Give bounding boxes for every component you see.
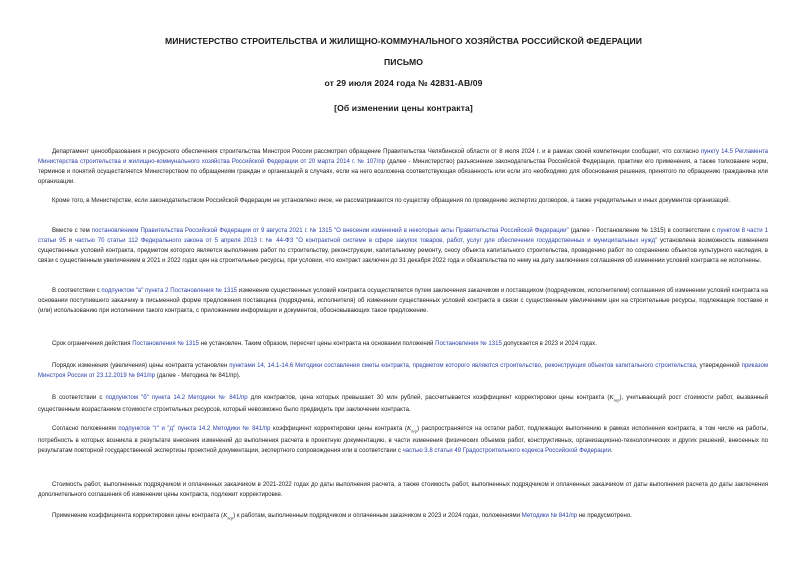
paragraph-3 (38, 226, 768, 266)
paragraph-text: В соответствии с (52, 288, 102, 294)
link-methodology-841pr[interactable]: Методики № 841/пр (521, 513, 578, 519)
document-date-number: от 29 июля 2024 года № 42831-АВ/09 (324, 78, 483, 88)
paragraph-text: Срок ограничения действия (52, 341, 133, 347)
coefficient-symbol: K (609, 394, 614, 401)
paragraph-text: не предусмотрено. (577, 513, 632, 519)
paragraph-text: ) к работам, выполненным подрядчиком и оплаченным заказчиком в 2023 и 2024 годах, положениями (233, 513, 522, 519)
link-article-95[interactable]: пунктом 8 части 1 статьи 95 (38, 228, 769, 244)
paragraph-text: ) распространяется на остатки работ, подлежащих выполнению в рамках исполнения контракта, в том числе на работы, потребность в которых возникла в результате внесения изменений до выполнения расчета в проектную документацию, в части изменения физических объемов работ, конструктивных, организационно-технологических и других решений, внесенных по результатам повторной государственной экспертизы проектной документации, экспертного сопровождения или в соответствии с (38, 426, 769, 455)
document-subject: [Об изменении цены контракта] (334, 103, 473, 113)
coefficient-formula (609, 394, 619, 401)
paragraph-8 (38, 424, 768, 456)
paragraph-text: (далее - Постановление № 1315) в соответствии с (568, 228, 718, 234)
paragraph-text: В соответствии с (52, 395, 106, 401)
paragraph-text: Стоимость работ, выполненных подрядчиком и оплаченных заказчиком в 2021-2022 годах до даты выполнения расчета, а также стоимость работ, выполненных подрядчиком и оплаченных заказчиком от даты выполнения расчета до даты заключения дополнительного соглашения об изменении цены контракта, подлежит корректировке. (38, 482, 768, 498)
paragraph-5 (38, 339, 768, 349)
link-postanovlenie-1315-short[interactable]: Постановления № 1315 (132, 341, 199, 347)
coefficient-symbol: K (406, 425, 412, 432)
coefficient-formula (223, 512, 233, 519)
paragraph-text: изменение существенных условий контракта осуществляется путем заключения заказчиком и поставщиком (подрядчиком, исполнителем) соглашения об изменении условий контракта на основании поступившего заказчику в письменной форме предложения поставщика (подрядчика, исполнителя) об изменении существенных условий контракта в связи с существенным увеличением цен на строительные ресурсы, подлежащие поставке и (или) использованию при исполнении такого контракта, с приложением информации и документов, обосновывающих такое предложение. (38, 288, 769, 314)
link-subpoints-g-d-14-2[interactable]: подпунктов "г" и "д" пункта 14.2 Методики № 841/пр (118, 426, 271, 432)
paragraph-text: и (65, 238, 75, 244)
paragraph-text: Кроме того, в Министерстве, если законодательством Российской Федерации не установлено иное, не рассматриваются по существу обращения по проведению экспертиз договоров, а также учредительных и иных документов организаций. (52, 198, 731, 204)
paragraph-text: Порядок изменения (увеличения) цены контракта установлен (52, 363, 230, 369)
paragraph-text: ), учитывающий рост стоимости работ, вызванный существенным возрастанием стоимости строительных ресурсов, который невозможно было предвидеть при заключении контракта. (38, 395, 769, 414)
paragraph-7 (38, 393, 768, 415)
link-grad-code-3-8-49[interactable]: частью 3.8 статьи 49 Градостроительного кодекса Российской Федерации (402, 448, 611, 455)
paragraph-text: коэффициент корректировки цены контракта ( (270, 426, 407, 432)
link-order-841pr[interactable]: приказом Минстроя России от 23.12.2019 № 841/пр (38, 363, 768, 379)
coefficient-subscript: пер (411, 428, 418, 434)
ministry-heading: МИНИСТЕРСТВО СТРОИТЕЛЬСТВА И ЖИЛИЩНО-КОММУНАЛЬНОГО ХОЗЯЙСТВА РОССИЙСКОЙ ФЕДЕРАЦИИ (164, 36, 643, 46)
paragraph-10 (38, 511, 768, 523)
paragraph-text: , утвержденной (695, 363, 742, 369)
coefficient-formula (407, 425, 417, 432)
link-subpoint-a-point-2[interactable]: подпунктом "а" пункта 2 Постановления № 1315 (101, 288, 238, 294)
link-postanovlenie-1315[interactable]: постановлением Правительства Российской Федерации от 9 августа 2021 г. № 1315 "О внесении изменений в некоторые акты Правительства Российской Федерации" (91, 228, 569, 234)
link-reglament-107pr[interactable]: пункту 14.5 Регламента Министерства строительства и жилищно-коммунального хозяйства Российской Федерации от 20 марта 2014 г. № 107/пр (38, 149, 769, 165)
document-type-heading: ПИСЬМО (384, 57, 423, 67)
paragraph-text: (далее - Министерство) разъяснение законодательства Российской Федерации, практики его применения, а также толкование норм, терминов и понятий осуществляется Министерством по обращениям граждан и организаций в случаях, если на него возложена соответствующая обязанность или если это необходимо для обоснования решения, принятого по обращению гражданина или организации. (38, 159, 768, 185)
coefficient-subscript: пер (613, 397, 620, 403)
paragraph-2 (38, 196, 768, 206)
paragraph-text: не установлен. Таким образом, пересчет цены контракта на основании положений (199, 341, 436, 347)
paragraph-text: допускается в 2023 и 2024 годах. (501, 341, 597, 347)
link-postanovlenie-1315-short-2[interactable]: Постановления № 1315 (435, 341, 502, 347)
paragraph-text: . (610, 448, 613, 455)
link-44fz[interactable]: частью 70 статьи 112 Федерального закона от 5 апреля 2013 г. № 44-ФЗ "О контрактной системе в сфере закупок товаров, работ, услуг для обеспечения государственных и муниципальных нужд" (74, 238, 658, 244)
paragraph-1 (38, 147, 768, 187)
paragraph-6 (38, 361, 768, 381)
paragraph-text: установлена возможность изменения существенных условий контракта, предметом которого является выполнение работ по строительству, реконструкции, капитальному ремонту, сносу объекта капитального строительства, проведению работ по сохранению объектов культурного наследия, в связи с существенным увеличением в 2021 и 2022 годах цен на строительные ресурсы, при условии, что контракт заключен до 31 декабря 2022 года и обязательства по нему на дату заключения соглашения об изменении условий контракта не исполнены. (38, 238, 768, 264)
paragraph-text: Согласно положениям (52, 426, 119, 432)
paragraph-text: Применение коэффициента корректировки цены контракта ( (52, 513, 224, 519)
link-points-14-methodology[interactable]: пунктами 14, 14.1-14.6 Методики составления сметы контракта, предметом которого являются строительство, реконструкция объектов капитального строительства (229, 363, 696, 369)
paragraph-text: (далее - Методика № 841/пр). (155, 373, 241, 379)
link-subpoint-b-14-2[interactable]: подпунктом "б" пункта 14.2 Методики № 841/пр (105, 395, 248, 401)
paragraph-text: Вместе с тем (52, 228, 92, 234)
coefficient-subscript: пер (227, 515, 234, 521)
paragraph-9 (38, 480, 768, 500)
paragraph-text: Департамент ценообразования и ресурсного обеспечения строительства Минстроя России рассмотрел обращение Правительства Челябинской области от 8 июля 2024 г. и в рамках своей компетенции сообщает, что согласно (52, 149, 701, 155)
paragraph-4 (38, 286, 768, 316)
coefficient-symbol: K (223, 512, 228, 519)
paragraph-text: для контрактов, цена которых превышает 30 млн рублей, рассчитывается коэффициент корректировки цены контракта ( (247, 395, 610, 401)
